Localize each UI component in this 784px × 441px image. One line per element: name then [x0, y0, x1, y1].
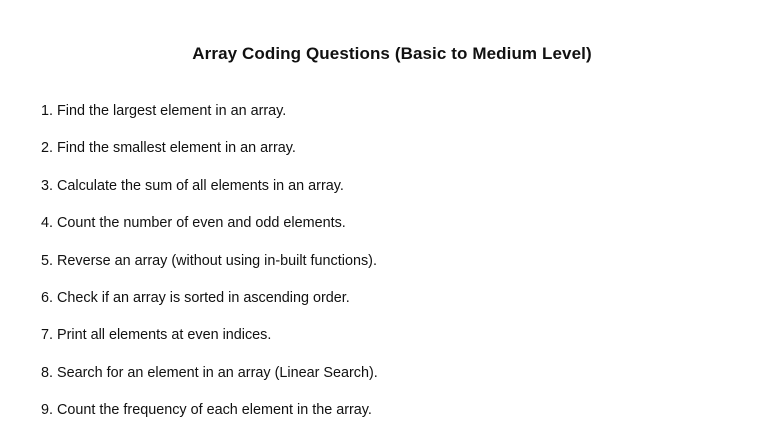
- question-list: [41, 100, 378, 437]
- list-item: 9. Count the frequency of each element in the array.: [41, 402, 372, 419]
- list-item: 5. Reverse an array (without using in-built functions).: [41, 252, 377, 269]
- list-item: 2. Find the smallest element in an array.: [41, 140, 296, 157]
- list-item: 3. Calculate the sum of all elements in an array.: [41, 177, 344, 194]
- list-item: 1. Find the largest element in an array.: [41, 103, 287, 119]
- document-title: Array Coding Questions (Basic to Medium Level): [192, 44, 592, 63]
- list-item: 8. Search for an element in an array (Linear Search).: [41, 364, 378, 381]
- list-item: 7. Print all elements at even indices.: [41, 327, 272, 344]
- list-item: 4. Count the number of even and odd elements.: [41, 215, 346, 232]
- list-item: 6. Check if an array is sorted in ascending order.: [41, 289, 350, 306]
